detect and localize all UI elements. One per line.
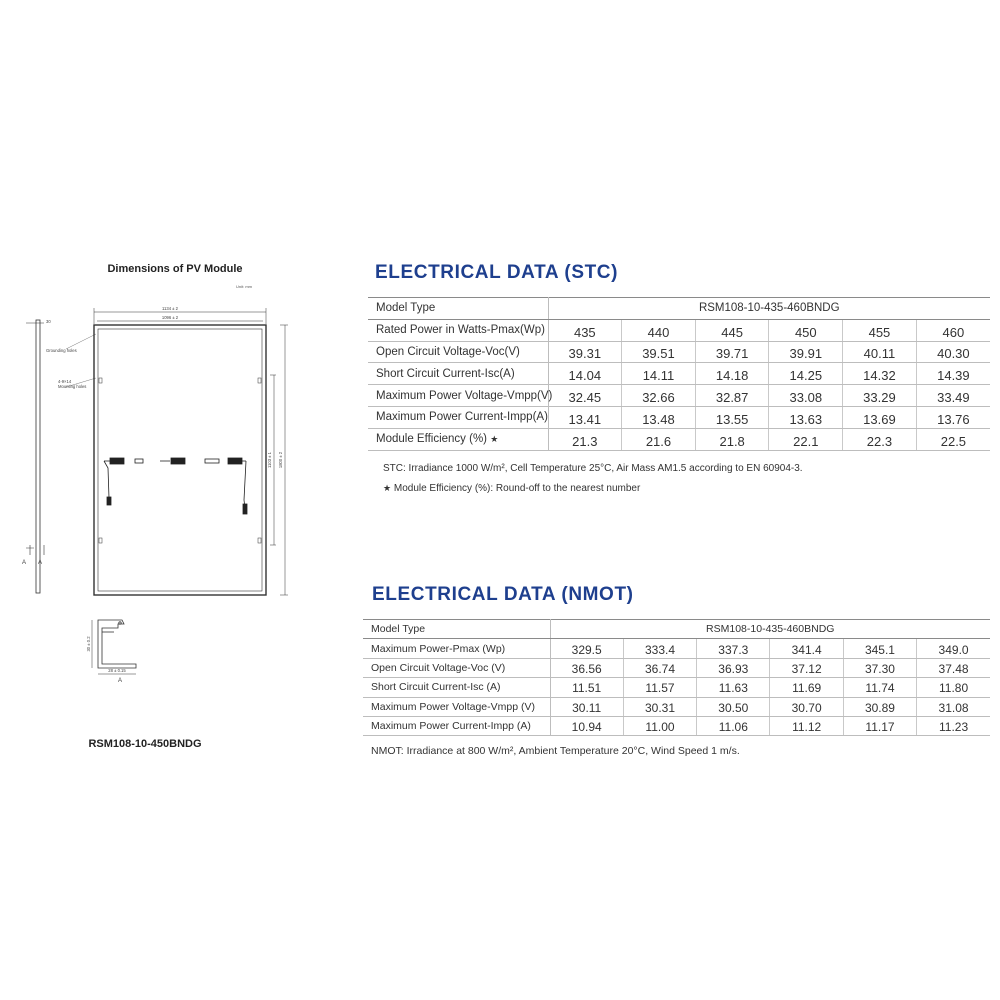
cell: 460 xyxy=(916,319,990,341)
cell: 11.06 xyxy=(697,716,770,735)
row-label: Rated Power in Watts-Pmax(Wp) xyxy=(368,319,548,341)
cell: 13.69 xyxy=(843,406,917,428)
cell: 30.70 xyxy=(770,697,843,716)
cell: 40.30 xyxy=(916,341,990,363)
row-label: Maximum Power Current-Impp(A) xyxy=(368,406,548,428)
cell: 32.45 xyxy=(548,385,622,407)
cell: 13.63 xyxy=(769,406,843,428)
cell: 32.87 xyxy=(695,385,769,407)
cell: 32.66 xyxy=(622,385,696,407)
height-outer-text: 1800 ± 2 xyxy=(278,451,283,469)
cell: 14.11 xyxy=(622,363,696,385)
frame-depth-text: 30 xyxy=(46,319,51,324)
cell: 435 xyxy=(548,319,622,341)
model-type-value: RSM108-10-435-460BNDG xyxy=(550,620,990,639)
row-label: Open Circuit Voltage-Voc(V) xyxy=(368,341,548,363)
model-type-label: Model Type xyxy=(363,620,550,639)
profile-width-text: 28 ± 0.15 xyxy=(108,668,126,673)
cell: 11.57 xyxy=(623,678,696,697)
stc-title: ELECTRICAL DATA (STC) xyxy=(375,262,619,283)
cell: 21.6 xyxy=(622,428,696,450)
cell: 11.80 xyxy=(917,678,990,697)
cell: 14.18 xyxy=(695,363,769,385)
profile-height-text: 30 ± 0.2 xyxy=(86,636,91,652)
star-icon: ★ xyxy=(490,434,499,445)
cell: 329.5 xyxy=(550,639,623,658)
cell: 14.25 xyxy=(769,363,843,385)
dimensions-title: Dimensions of PV Module xyxy=(107,263,243,275)
cell: 341.4 xyxy=(770,639,843,658)
cell: 22.1 xyxy=(769,428,843,450)
cell: 11.69 xyxy=(770,678,843,697)
cell: 13.55 xyxy=(695,406,769,428)
cell: 11.23 xyxy=(917,716,990,735)
cell: 33.08 xyxy=(769,385,843,407)
row-label: Open Circuit Voltage-Voc (V) xyxy=(363,658,550,677)
nmot-table xyxy=(363,619,990,736)
cell: 36.74 xyxy=(623,658,696,677)
table-row xyxy=(363,639,990,658)
row-label-text: Module Efficiency (%) xyxy=(376,433,487,446)
cell: 21.3 xyxy=(548,428,622,450)
cell: 450 xyxy=(769,319,843,341)
unit-label: Unit: mm xyxy=(236,284,252,289)
mounting-b-text: Mounting holes xyxy=(58,384,87,389)
width-outer-text: 1134 ± 2 xyxy=(162,306,178,311)
table-row xyxy=(363,658,990,677)
cell: 40.11 xyxy=(843,341,917,363)
efficiency-note-text: Module Efficiency (%): Round-off to the nearest number xyxy=(393,483,641,494)
cell: 11.00 xyxy=(623,716,696,735)
model-type-label: Model Type xyxy=(368,298,548,320)
cell: 337.3 xyxy=(697,639,770,658)
cell: 30.31 xyxy=(623,697,696,716)
cell: 13.41 xyxy=(548,406,622,428)
cell: 30.89 xyxy=(843,697,916,716)
row-label: Short Circuit Current-Isc (A) xyxy=(363,678,550,697)
pv-module-drawing xyxy=(0,290,340,700)
table-row xyxy=(368,341,990,363)
row-label: Maximum Power Voltage-Vmpp(V) xyxy=(368,385,548,407)
table-row xyxy=(368,428,990,450)
cell: 31.08 xyxy=(917,697,990,716)
cell: 22.5 xyxy=(916,428,990,450)
grounding-holes-text: Grounding holes xyxy=(46,348,77,353)
row-label: Short Circuit Current-Isc(A) xyxy=(368,363,548,385)
model-type-value: RSM108-10-435-460BNDG xyxy=(548,298,990,320)
cell: 14.39 xyxy=(916,363,990,385)
cell: 36.56 xyxy=(550,658,623,677)
cell: 37.12 xyxy=(770,658,843,677)
cell: 21.8 xyxy=(695,428,769,450)
cell: 14.32 xyxy=(843,363,917,385)
stc-table xyxy=(368,297,990,451)
stc-note: STC: Irradiance 1000 W/m², Cell Temperature 25°C, Air Mass AM1.5 according to EN 60904-3. xyxy=(383,463,803,474)
table-row xyxy=(368,406,990,428)
cell: 37.48 xyxy=(917,658,990,677)
cell: 33.29 xyxy=(843,385,917,407)
stc-header-row xyxy=(368,298,990,320)
cell: 13.48 xyxy=(622,406,696,428)
table-row xyxy=(363,678,990,697)
frame-section-profile xyxy=(92,620,136,674)
row-label xyxy=(368,428,548,450)
cell: 13.76 xyxy=(916,406,990,428)
table-row xyxy=(368,319,990,341)
cell: 11.74 xyxy=(843,678,916,697)
cell: 39.71 xyxy=(695,341,769,363)
table-row xyxy=(368,385,990,407)
cell: 11.51 xyxy=(550,678,623,697)
cell: 39.91 xyxy=(769,341,843,363)
section-a-label: A xyxy=(118,678,123,684)
star-icon: ★ xyxy=(383,483,392,493)
table-row xyxy=(363,716,990,735)
nmot-title: ELECTRICAL DATA (NMOT) xyxy=(372,584,634,605)
cell: 33.49 xyxy=(916,385,990,407)
cell: 349.0 xyxy=(917,639,990,658)
nmot-note: NMOT: Irradiance at 800 W/m², Ambient Temperature 20°C, Wind Speed 1 m/s. xyxy=(371,745,740,757)
cell: 37.30 xyxy=(843,658,916,677)
cell: 22.3 xyxy=(843,428,917,450)
side-profile xyxy=(26,320,44,593)
cell: 14.04 xyxy=(548,363,622,385)
cell: 39.31 xyxy=(548,341,622,363)
table-row xyxy=(368,363,990,385)
cell: 11.12 xyxy=(770,716,843,735)
cell: 39.51 xyxy=(622,341,696,363)
cell: 345.1 xyxy=(843,639,916,658)
width-inner-text: 1096 ± 2 xyxy=(161,315,179,320)
row-label: Maximum Power Current-Impp (A) xyxy=(363,716,550,735)
row-label: Maximum Power Voltage-Vmpp (V) xyxy=(363,697,550,716)
cell: 445 xyxy=(695,319,769,341)
cell: 11.63 xyxy=(697,678,770,697)
cell: 455 xyxy=(843,319,917,341)
cell: 30.50 xyxy=(697,697,770,716)
section-a-left: A xyxy=(22,560,27,566)
cell: 11.17 xyxy=(843,716,916,735)
mounting-a-text: 4-9×14 xyxy=(58,379,72,384)
cell: 440 xyxy=(622,319,696,341)
cell: 30.11 xyxy=(550,697,623,716)
table-row xyxy=(363,697,990,716)
cell: 10.94 xyxy=(550,716,623,735)
height-inner-text: 1103 ± 1 xyxy=(267,452,272,468)
nmot-header-row xyxy=(363,620,990,639)
section-a-right: A xyxy=(38,560,43,566)
cell: 36.93 xyxy=(697,658,770,677)
drawing-model-label: RSM108-10-450BNDG xyxy=(88,738,202,750)
cell: 333.4 xyxy=(623,639,696,658)
junction-boxes xyxy=(104,458,247,514)
row-label: Maximum Power-Pmax (Wp) xyxy=(363,639,550,658)
efficiency-note xyxy=(383,483,640,494)
